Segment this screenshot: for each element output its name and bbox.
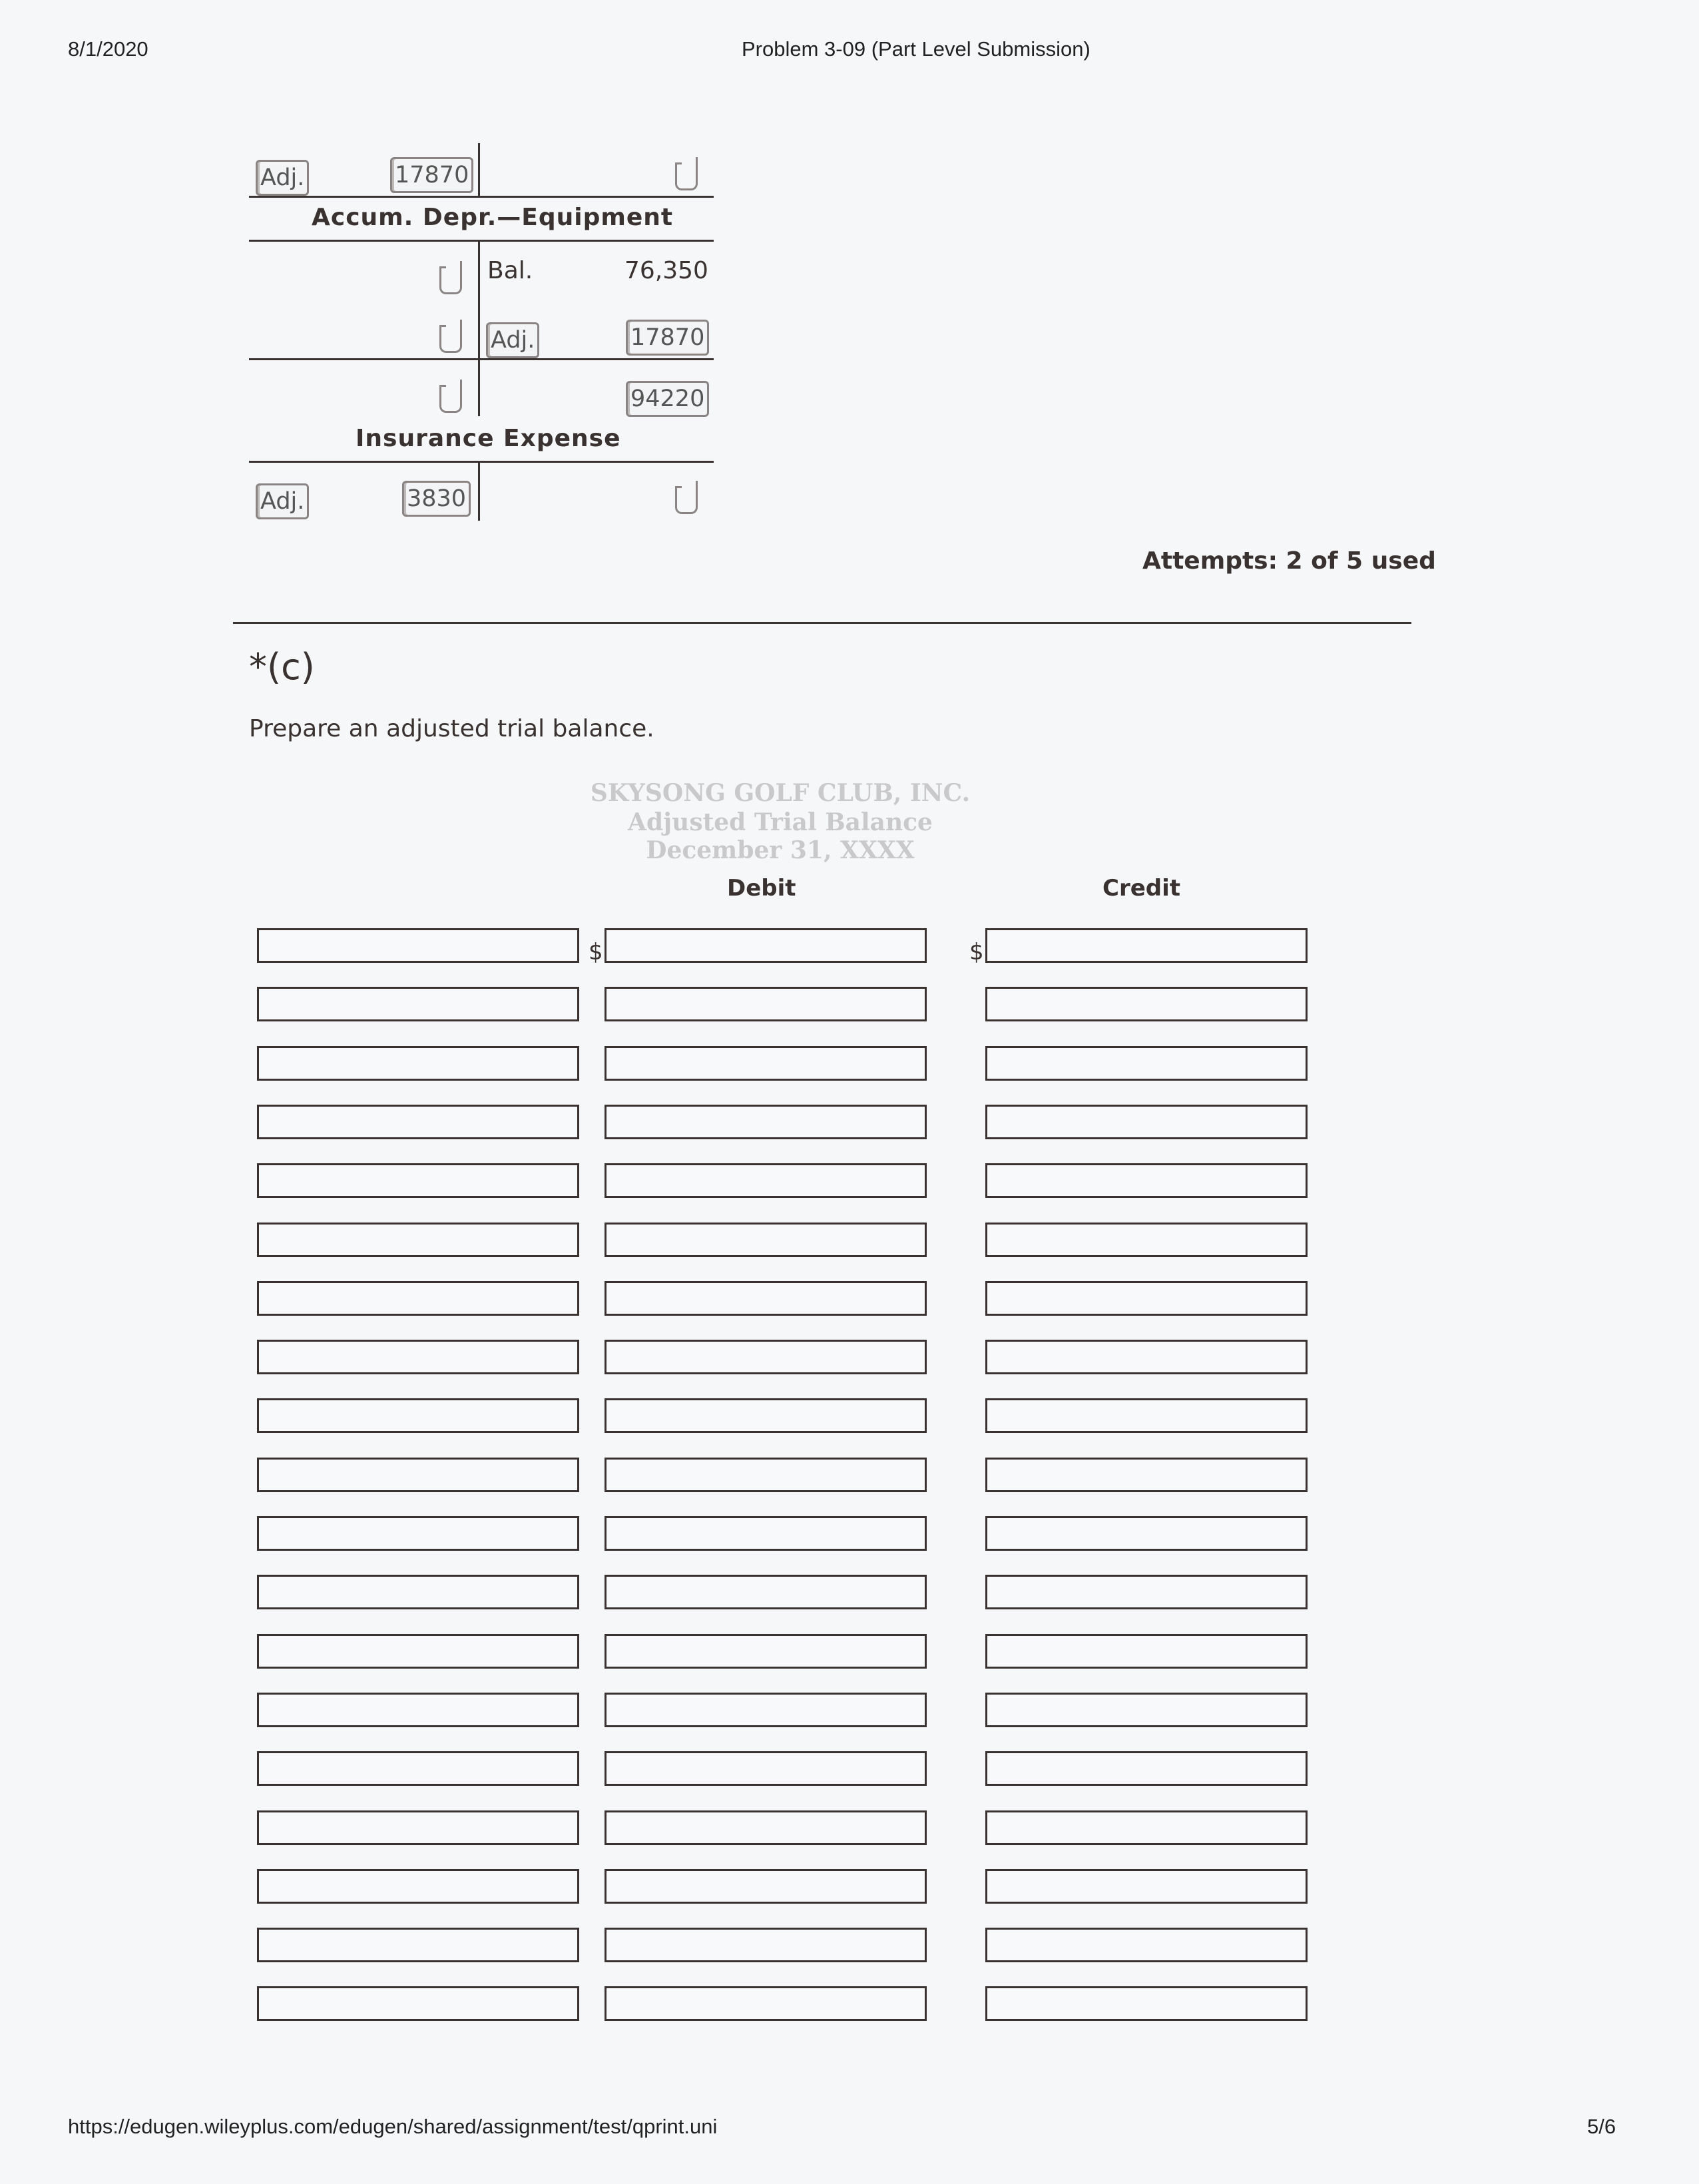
- adj-label-tag: Adj.: [256, 160, 309, 196]
- debit-amount-input[interactable]: [605, 1986, 927, 2021]
- adj-amount-field[interactable]: 17870: [390, 157, 473, 193]
- credit-amount-input[interactable]: [985, 1223, 1308, 1257]
- page-number: 5/6: [1587, 2115, 1616, 2138]
- footer-url: https://edugen.wileyplus.com/edugen/shared/assignment/test/qprint.uni: [68, 2115, 718, 2138]
- account-name-input[interactable]: [257, 1575, 579, 1609]
- credit-column-header: Credit: [1102, 875, 1181, 902]
- debit-amount-input[interactable]: [605, 1869, 927, 1904]
- credit-amount-input[interactable]: [985, 1575, 1308, 1609]
- adj-label-tag: Adj.: [486, 322, 539, 358]
- t-account-divider: [478, 240, 480, 416]
- account-name-input[interactable]: [257, 987, 579, 1021]
- debit-amount-input[interactable]: [605, 1398, 927, 1433]
- statement-date: December 31, XXXX: [646, 836, 915, 864]
- debit-dollar-sign: $: [589, 939, 603, 965]
- credit-amount-input[interactable]: [985, 1398, 1308, 1433]
- debit-amount-input[interactable]: [605, 1516, 927, 1551]
- statement-name: Adjusted Trial Balance: [628, 808, 933, 836]
- part-instruction: Prepare an adjusted trial balance.: [249, 715, 654, 742]
- debit-amount-input[interactable]: [605, 1281, 927, 1316]
- account-name-input[interactable]: [257, 1163, 579, 1198]
- credit-amount-input[interactable]: [985, 1046, 1308, 1081]
- account-name-input[interactable]: [257, 1046, 579, 1081]
- account-name-input[interactable]: [257, 1751, 579, 1786]
- correct-check-icon: [675, 486, 698, 514]
- debit-amount-input[interactable]: [605, 1046, 927, 1081]
- account-name-input[interactable]: [257, 1105, 579, 1139]
- debit-amount-input[interactable]: [605, 1163, 927, 1198]
- t-account-divider: [478, 143, 480, 196]
- debit-amount-input[interactable]: [605, 928, 927, 963]
- correct-check-icon: [439, 385, 462, 413]
- debit-amount-input[interactable]: [605, 1928, 927, 1962]
- credit-amount-input[interactable]: [985, 1634, 1308, 1669]
- debit-amount-input[interactable]: [605, 1751, 927, 1786]
- debit-amount-input[interactable]: [605, 1340, 927, 1374]
- account-name-input[interactable]: [257, 1340, 579, 1374]
- account-name-input[interactable]: [257, 1634, 579, 1669]
- debit-amount-input[interactable]: [605, 1105, 927, 1139]
- debit-amount-input[interactable]: [605, 1693, 927, 1727]
- account-name-input[interactable]: [257, 1281, 579, 1316]
- credit-amount-input[interactable]: [985, 987, 1308, 1021]
- bal-value: 76,350: [624, 257, 708, 284]
- t-account-divider: [478, 461, 480, 521]
- debit-amount-input[interactable]: [605, 1634, 927, 1669]
- debit-amount-input[interactable]: [605, 1575, 927, 1609]
- credit-amount-input[interactable]: [985, 928, 1308, 963]
- section-divider: [233, 622, 1411, 624]
- debit-column-header: Debit: [727, 875, 796, 902]
- debit-amount-input[interactable]: [605, 1223, 927, 1257]
- account-name-input[interactable]: [257, 1223, 579, 1257]
- credit-amount-input[interactable]: [985, 1693, 1308, 1727]
- print-title: Problem 3-09 (Part Level Submission): [742, 37, 1091, 61]
- credit-amount-input[interactable]: [985, 1458, 1308, 1492]
- part-label: *(c): [249, 646, 315, 688]
- attempts-counter: Attempts: 2 of 5 used: [1142, 547, 1436, 575]
- debit-amount-input[interactable]: [605, 1810, 927, 1845]
- adj-amount-field[interactable]: 3830: [402, 481, 471, 517]
- credit-amount-input[interactable]: [985, 1869, 1308, 1904]
- credit-amount-input[interactable]: [985, 1163, 1308, 1198]
- credit-amount-input[interactable]: [985, 1928, 1308, 1962]
- credit-amount-input[interactable]: [985, 1986, 1308, 2021]
- balance-total-field[interactable]: 94220: [626, 381, 709, 417]
- correct-check-icon: [439, 325, 462, 353]
- account-name-input[interactable]: [257, 1986, 579, 2021]
- credit-amount-input[interactable]: [985, 1810, 1308, 1845]
- account-name-input[interactable]: [257, 1516, 579, 1551]
- account-name-input[interactable]: [257, 1928, 579, 1962]
- credit-dollar-sign: $: [969, 939, 984, 965]
- credit-amount-input[interactable]: [985, 1281, 1308, 1316]
- t-account-top-rule: [249, 240, 714, 242]
- account-title-accum-depr: Accum. Depr.—Equipment: [312, 204, 674, 231]
- adj-label-tag: Adj.: [256, 483, 309, 519]
- adj-amount-field[interactable]: 17870: [626, 320, 709, 356]
- company-name: SKYSONG GOLF CLUB, INC.: [590, 779, 971, 807]
- t-account-rule: [249, 196, 714, 198]
- t-account-total-rule: [249, 358, 714, 360]
- account-name-input[interactable]: [257, 1869, 579, 1904]
- bal-label: Bal.: [487, 257, 533, 284]
- account-name-input[interactable]: [257, 1398, 579, 1433]
- account-name-input[interactable]: [257, 1810, 579, 1845]
- debit-amount-input[interactable]: [605, 987, 927, 1021]
- account-title-insurance-expense: Insurance Expense: [356, 425, 621, 452]
- correct-check-icon: [439, 266, 462, 294]
- credit-amount-input[interactable]: [985, 1105, 1308, 1139]
- credit-amount-input[interactable]: [985, 1516, 1308, 1551]
- account-name-input[interactable]: [257, 1458, 579, 1492]
- account-name-input[interactable]: [257, 1693, 579, 1727]
- t-account-top-rule: [249, 461, 714, 463]
- correct-check-icon: [675, 162, 698, 190]
- account-name-input[interactable]: [257, 928, 579, 963]
- debit-amount-input[interactable]: [605, 1458, 927, 1492]
- credit-amount-input[interactable]: [985, 1751, 1308, 1786]
- credit-amount-input[interactable]: [985, 1340, 1308, 1374]
- print-date: 8/1/2020: [68, 37, 148, 61]
